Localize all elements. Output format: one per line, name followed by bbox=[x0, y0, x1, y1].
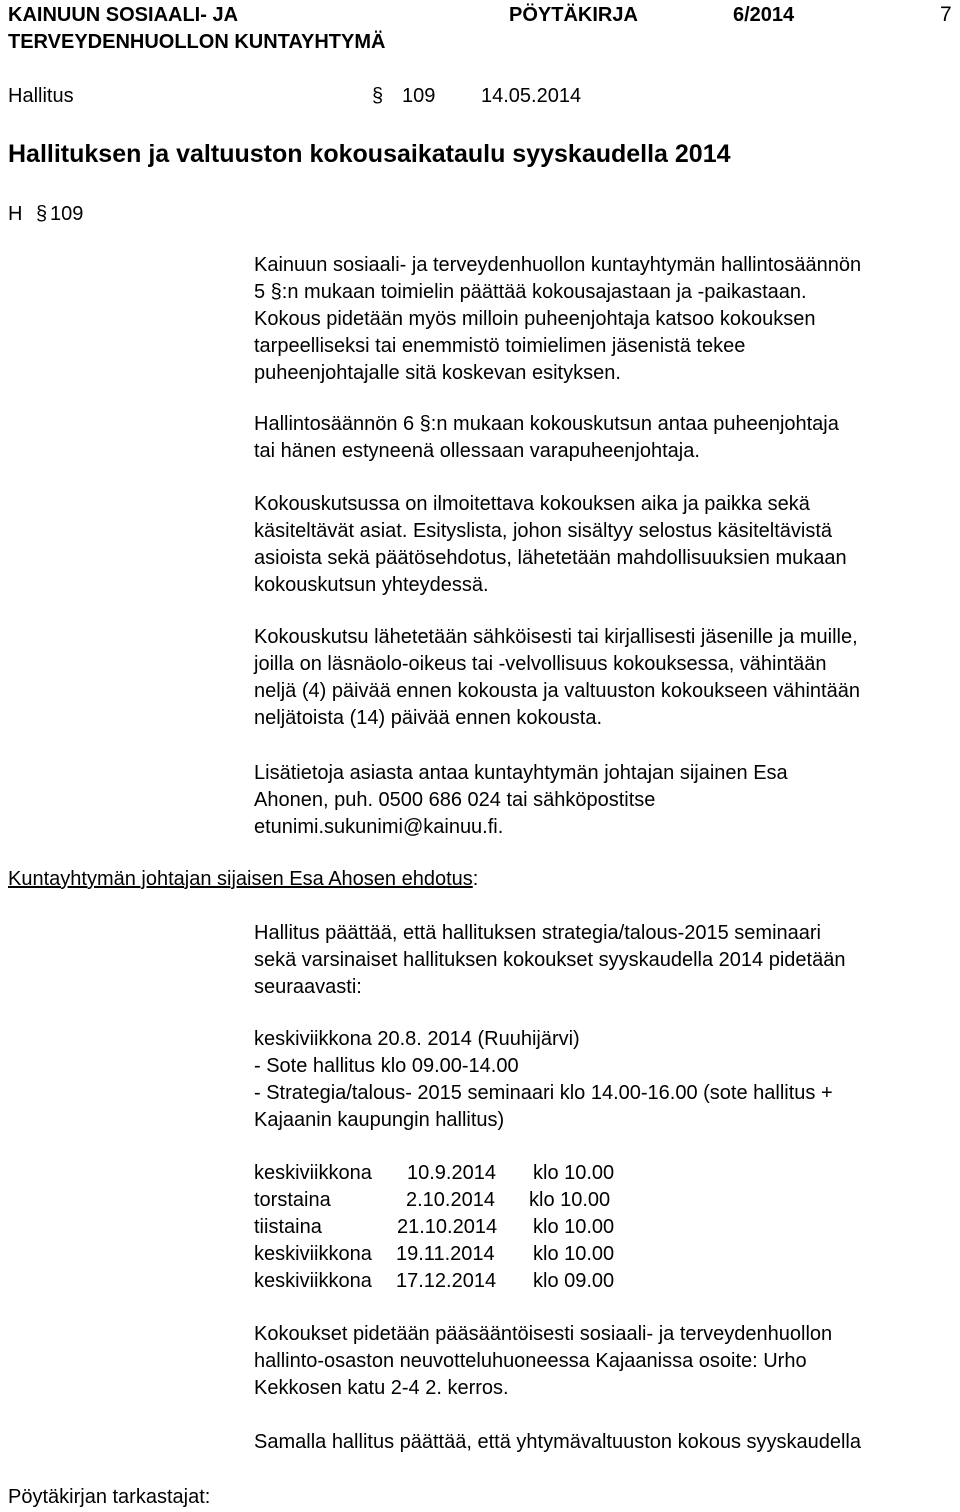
text-line: Kokouskutsussa on ilmoitettava kokouksen aika ja paikka sekä bbox=[254, 493, 810, 515]
text-line: asioista sekä päätösehdotus, lähetetään mahdollisuuksien mukaan bbox=[254, 547, 847, 569]
schedule-time: klo 10.00 bbox=[533, 1243, 615, 1265]
text-line: Ahonen, puh. 0500 686 024 tai sähköpostitse bbox=[254, 789, 656, 811]
schedule-weekday: keskiviikkona bbox=[254, 1270, 372, 1292]
schedule-time: klo 10.00 bbox=[533, 1162, 615, 1184]
text-line: käsiteltävät asiat. Esityslista, johon sisältyy selostus käsiteltävistä bbox=[254, 520, 833, 542]
proposal-heading-text: Kuntayhtymän johtajan sijaisen Esa Ahosen ehdotus bbox=[8, 868, 473, 890]
item-ref-section-mark: § bbox=[36, 203, 48, 225]
final-decision bbox=[254, 1429, 861, 1456]
text-line: tarpeelliseksi tai enemmistö toimielimen jäsenistä tekee bbox=[254, 335, 746, 357]
paragraph-meeting-rules bbox=[254, 252, 861, 387]
schedule-weekday: torstaina bbox=[254, 1189, 331, 1211]
schedule-row bbox=[254, 1214, 674, 1241]
schedule-row bbox=[254, 1160, 674, 1187]
document-type: PÖYTÄKIRJA bbox=[509, 4, 638, 26]
text-line: Hallitus päättää, että hallituksen strategia/talous-2015 seminaari bbox=[254, 922, 821, 944]
text-line: neljä (4) päivää ennen kokousta ja valtuuston kokoukseen vähintään bbox=[254, 680, 860, 702]
text-line: Kokoukset pidetään pääsääntöisesti sosiaali- ja terveydenhuollon bbox=[254, 1323, 833, 1345]
text-line: Kekkosen katu 2-4 2. kerros. bbox=[254, 1377, 509, 1399]
paragraph-invitation-issuer bbox=[254, 411, 839, 465]
meeting-schedule bbox=[254, 1160, 674, 1295]
schedule-time: klo 09.00 bbox=[533, 1270, 615, 1292]
section-mark: § bbox=[372, 85, 384, 107]
schedule-date: 10.9.2014 bbox=[407, 1162, 496, 1184]
paragraph-invitation-delivery bbox=[254, 624, 860, 732]
paragraph-contact-info bbox=[254, 760, 788, 841]
section-number: 109 bbox=[402, 85, 436, 107]
proposal-intro bbox=[254, 920, 845, 1001]
text-line: joilla on läsnäolo-oikeus tai -velvollisuus kokouksessa, vähintään bbox=[254, 653, 827, 675]
text-line: 5 §:n mukaan toimielin päättää kokousajastaan ja -paikastaan. bbox=[254, 281, 807, 303]
schedule-row bbox=[254, 1241, 674, 1268]
text-line: seuraavasti: bbox=[254, 976, 362, 998]
schedule-time: klo 10.00 bbox=[529, 1189, 611, 1211]
organization-name-line1: KAINUUN SOSIAALI- JA bbox=[8, 4, 239, 26]
text-line: Kainuun sosiaali- ja terveydenhuollon kuntayhtymän hallintosäännön bbox=[254, 254, 862, 276]
page-number: 7 bbox=[940, 3, 952, 26]
text-line: - Strategia/talous- 2015 seminaari klo 14.00-16.00 (sote hallitus + bbox=[254, 1082, 833, 1104]
text-line: etunimi.sukunimi@kainuu.fi. bbox=[254, 816, 504, 838]
text-line: keskiviikkona 20.8. 2014 (Ruuhijärvi) bbox=[254, 1028, 580, 1050]
schedule-weekday: keskiviikkona bbox=[254, 1162, 372, 1184]
reviewers-label: Pöytäkirjan tarkastajat: bbox=[8, 1486, 211, 1508]
text-line: Kajaanin kaupungin hallitus) bbox=[254, 1109, 505, 1131]
schedule-weekday: keskiviikkona bbox=[254, 1243, 372, 1265]
schedule-date: 17.12.2014 bbox=[396, 1270, 497, 1292]
document-number: 6/2014 bbox=[733, 4, 795, 26]
item-ref-prefix: H bbox=[8, 203, 23, 225]
text-line: Samalla hallitus päättää, että yhtymävaltuuston kokous syyskaudella bbox=[254, 1431, 862, 1453]
schedule-weekday: tiistaina bbox=[254, 1216, 322, 1238]
proposal-heading bbox=[8, 866, 478, 892]
organization-name-line2: TERVEYDENHUOLLON KUNTAYHTYMÄ bbox=[8, 31, 386, 53]
schedule-date: 2.10.2014 bbox=[406, 1189, 495, 1211]
meeting-location bbox=[254, 1321, 832, 1402]
schedule-date: 21.10.2014 bbox=[397, 1216, 498, 1238]
item-title: Hallituksen ja valtuuston kokousaikataulu syyskaudella 2014 bbox=[8, 140, 731, 168]
meeting-date: 14.05.2014 bbox=[481, 85, 582, 107]
meeting-body: Hallitus bbox=[8, 85, 74, 107]
text-line: Kokous pidetään myös milloin puheenjohtaja katsoo kokouksen bbox=[254, 308, 816, 330]
paragraph-invitation-content bbox=[254, 491, 847, 599]
schedule-time: klo 10.00 bbox=[533, 1216, 615, 1238]
text-line: neljätoista (14) päivää ennen kokousta. bbox=[254, 707, 603, 729]
schedule-row bbox=[254, 1187, 674, 1214]
text-line: sekä varsinaiset hallituksen kokoukset syyskaudella 2014 pidetään bbox=[254, 949, 846, 971]
text-line: Hallintosäännön 6 §:n mukaan kokouskutsun antaa puheenjohtaja bbox=[254, 413, 839, 435]
special-meeting-block bbox=[254, 1026, 833, 1134]
schedule-date: 19.11.2014 bbox=[396, 1243, 495, 1265]
text-line: puheenjohtajalle sitä koskevan esityksen. bbox=[254, 362, 621, 384]
schedule-row bbox=[254, 1268, 674, 1295]
proposal-heading-colon: : bbox=[472, 868, 479, 890]
text-line: hallinto-osaston neuvotteluhuoneessa Kajaanissa osoite: Urho bbox=[254, 1350, 807, 1372]
text-line: - Sote hallitus klo 09.00-14.00 bbox=[254, 1055, 519, 1077]
text-line: kokouskutsun yhteydessä. bbox=[254, 574, 489, 596]
text-line: Lisätietoja asiasta antaa kuntayhtymän johtajan sijainen Esa bbox=[254, 762, 788, 784]
text-line: Kokouskutsu lähetetään sähköisesti tai kirjallisesti jäsenille ja muille, bbox=[254, 626, 858, 648]
item-ref-number: 109 bbox=[50, 203, 84, 225]
text-line: tai hänen estyneenä ollessaan varapuheenjohtaja. bbox=[254, 440, 700, 462]
